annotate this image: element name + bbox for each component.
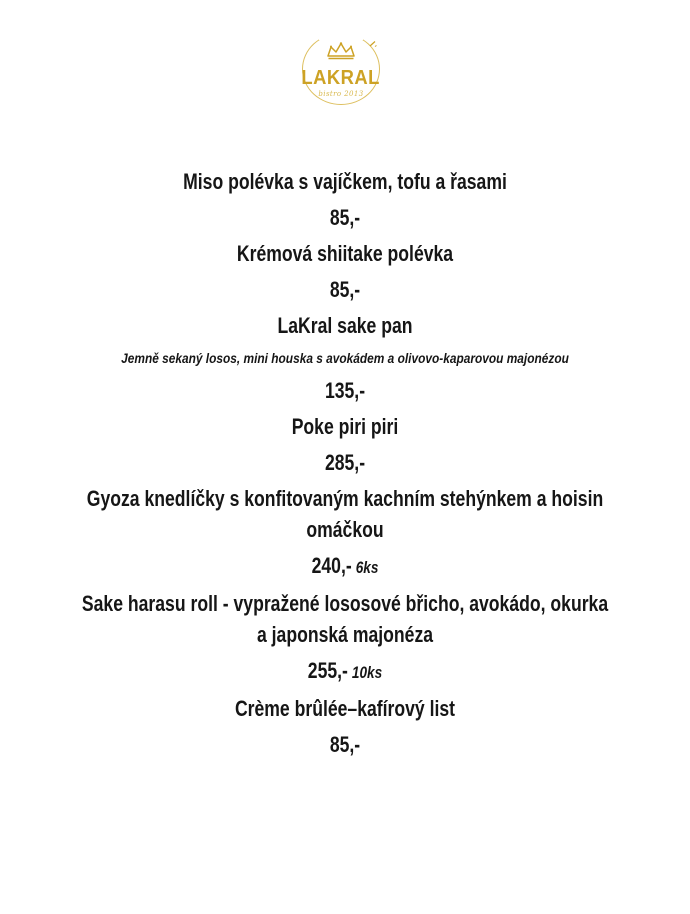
- menu-item: [13, 588, 677, 688]
- menu-item: [13, 310, 677, 406]
- menu-item: [13, 411, 677, 478]
- price-value: 255,-: [307, 658, 348, 683]
- item-title: Miso polévka s vajíčkem, tofu a řasami: [183, 169, 507, 194]
- menu-item: [13, 483, 677, 583]
- menu-item: [13, 693, 677, 760]
- page-header: [0, 0, 690, 105]
- price-value: 240,-: [311, 553, 352, 578]
- item-price: [79, 274, 610, 305]
- price-value: 85,-: [329, 277, 361, 302]
- menu-list: [13, 166, 677, 760]
- item-title: Poke piri piri: [291, 414, 399, 439]
- item-price: [79, 729, 610, 760]
- crown-icon: [322, 42, 360, 60]
- item-price: [79, 655, 610, 688]
- item-price: [79, 550, 610, 583]
- item-description: Jemně sekaný losos, mini houska s avokádem a olivovo-kaparovou majonézou: [121, 350, 569, 366]
- item-title: Gyoza knedlíčky s konfitovaným kachním stehýnkem a hoisin omáčkou: [86, 486, 604, 542]
- item-title: Crème brûlée–kafírový list: [234, 696, 456, 721]
- item-title: Krémová shiitake polévka: [236, 241, 454, 266]
- brand-name: LAKRAL: [301, 66, 381, 89]
- price-note: 6ks: [355, 558, 379, 577]
- item-price: [79, 375, 610, 406]
- menu-item: [13, 238, 677, 305]
- price-note: 10ks: [351, 663, 383, 682]
- price-value: 285,-: [324, 450, 366, 475]
- sparkle-icon: [369, 40, 377, 48]
- item-title: LaKral sake pan: [277, 313, 413, 338]
- restaurant-logo: [302, 33, 380, 105]
- price-value: 135,-: [324, 378, 366, 403]
- item-title: Sake harasu roll - vypražené lososové břicho, avokádo, okurka a japonská majonéza: [81, 591, 609, 647]
- brand-tagline: bistro 2013: [318, 89, 364, 98]
- item-price: [79, 447, 610, 478]
- price-value: 85,-: [329, 205, 361, 230]
- item-price: [79, 202, 610, 233]
- menu-item: [13, 166, 677, 233]
- price-value: 85,-: [329, 732, 361, 757]
